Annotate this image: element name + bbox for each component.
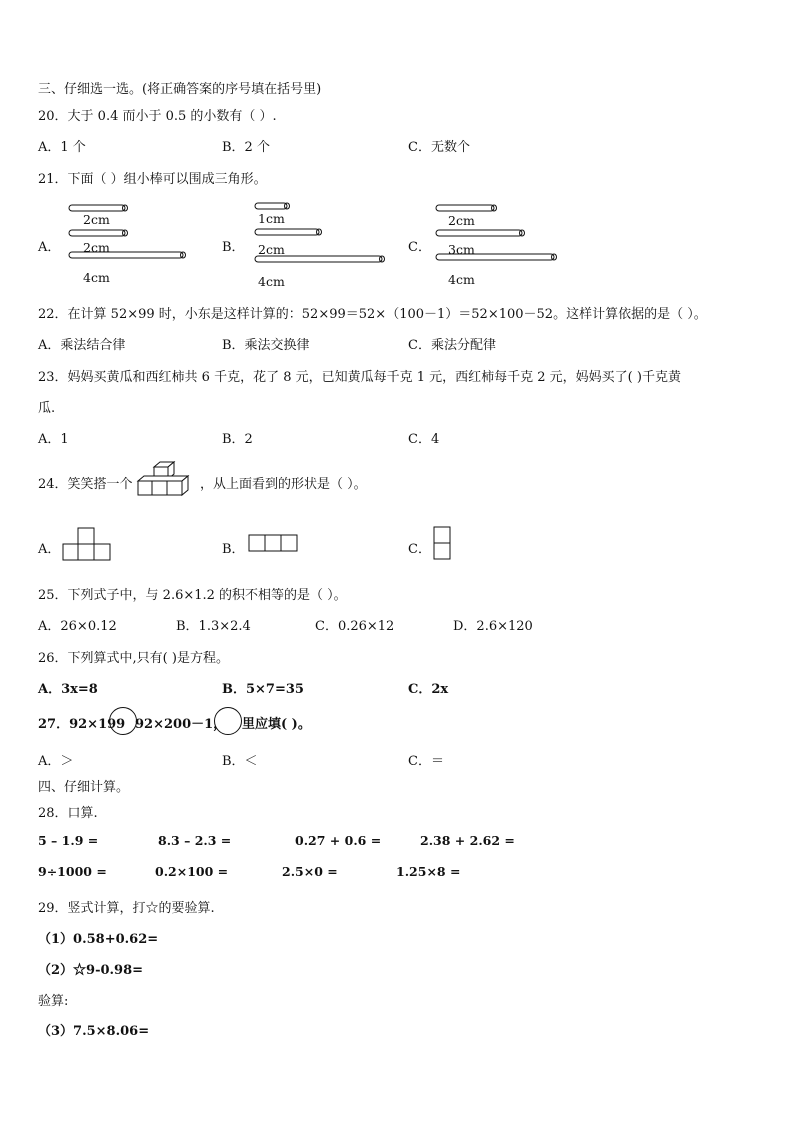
question-24-option-c-shape bbox=[432, 525, 454, 561]
question-25-option-d: D．2.6×120 bbox=[453, 619, 533, 634]
question-24-option-a-label: A． bbox=[38, 542, 61, 557]
oral-calc-1: 5 – 1.9 = bbox=[38, 833, 99, 848]
question-22-stem: 22．在计算 52×99 时，小东是这样计算的：52×99＝52×（100－1）＝52×100－52。这样计算依据的是（ ）。 bbox=[38, 307, 707, 322]
question-21-c-stick-1-length: 2cm bbox=[448, 213, 475, 228]
question-21-b-stick-3-length: 4cm bbox=[258, 274, 285, 289]
question-20-option-a: A．1 个 bbox=[38, 140, 86, 155]
oral-calc-2: 8.3 – 2.3 = bbox=[158, 833, 232, 848]
question-25-option-a: A．26×0.12 bbox=[38, 619, 117, 634]
question-24-cube-figure bbox=[136, 460, 194, 500]
question-21-option-c-label: C． bbox=[408, 240, 431, 255]
question-26-option-b: B．5×7=35 bbox=[222, 682, 304, 697]
stick-c2 bbox=[436, 230, 522, 236]
section-4-title: 四、仔细计算。 bbox=[38, 780, 130, 795]
question-21-c-stick-3-length: 4cm bbox=[448, 272, 475, 287]
question-29-item-1: （1）0.58+0.62= bbox=[38, 932, 159, 947]
question-21-option-a-sticks-figure bbox=[62, 200, 192, 288]
question-21-a-stick-1-length: 2cm bbox=[83, 212, 110, 227]
oral-calc-3: 0.27 + 0.6 = bbox=[295, 833, 382, 848]
question-23-option-a: A．1 bbox=[38, 432, 69, 447]
question-27-part-1: 27．92×199 bbox=[38, 717, 126, 732]
question-29-item-3: （3）7.5×8.06= bbox=[38, 1024, 150, 1039]
question-26-stem: 26．下列算式中,只有( )是方程。 bbox=[38, 651, 229, 666]
question-21-b-stick-2-length: 2cm bbox=[258, 242, 285, 257]
question-23-stem-line-1: 23．妈妈买黄瓜和西红柿共 6 千克，花了 8 元，已知黄瓜每千克 1 元，西红柿每千克 2 元，妈妈买了( )千克黄 bbox=[38, 370, 681, 385]
question-27-circle-blank-1[interactable] bbox=[109, 707, 137, 735]
question-20-option-c: C．无数个 bbox=[408, 140, 470, 155]
stick-b1 bbox=[255, 203, 287, 209]
question-27-option-b: B．＜ bbox=[222, 754, 258, 769]
question-23-stem-line-2: 瓜. bbox=[38, 401, 56, 416]
question-23-option-b: B．2 bbox=[222, 432, 253, 447]
question-24-option-b-label: B． bbox=[222, 542, 245, 557]
question-26-option-c: C．2x bbox=[408, 682, 449, 697]
question-24-option-a-shape bbox=[62, 526, 112, 562]
question-22-option-a: A．乘法结合律 bbox=[38, 338, 126, 353]
question-21-stem: 21．下面（ ）组小棒可以围成三角形。 bbox=[38, 172, 267, 187]
question-27-option-c: C．＝ bbox=[408, 754, 444, 769]
question-29-title: 29．竖式计算，打☆的要验算. bbox=[38, 901, 215, 916]
question-29-item-2: （2）☆9-0.98= bbox=[38, 963, 144, 978]
question-27-part-2: 92×200－1， bbox=[135, 717, 227, 732]
oral-calc-8: 1.25×8 = bbox=[396, 864, 461, 879]
question-25-option-c: C．0.26×12 bbox=[315, 619, 395, 634]
question-27-option-a: A．＞ bbox=[38, 754, 74, 769]
question-25-stem: 25．下列式子中，与 2.6×1.2 的积不相等的是（ ）。 bbox=[38, 588, 347, 603]
question-21-option-a-label: A． bbox=[38, 240, 61, 255]
question-24-option-b-shape bbox=[248, 533, 300, 553]
question-21-a-stick-3-length: 4cm bbox=[83, 270, 110, 285]
question-20-stem: 20．大于 0.4 而小于 0.5 的小数有（ ）. bbox=[38, 109, 277, 124]
stick-c1 bbox=[436, 205, 494, 211]
question-29-check-label: 验算: bbox=[38, 994, 69, 1009]
question-21-b-stick-1-length: 1cm bbox=[258, 211, 285, 226]
stick-a2 bbox=[69, 230, 125, 236]
question-21-option-b-label: B． bbox=[222, 240, 245, 255]
question-24-option-c-label: C． bbox=[408, 542, 431, 557]
oral-calc-5: 9÷1000 = bbox=[38, 864, 107, 879]
question-27-part-3: 里应填( )。 bbox=[242, 717, 311, 732]
question-26-option-a: A．3x=8 bbox=[38, 682, 98, 697]
stick-a1 bbox=[69, 205, 125, 211]
question-20-option-b: B．2 个 bbox=[222, 140, 270, 155]
section-3-title: 三、仔细选一选。(将正确答案的序号填在括号里) bbox=[38, 82, 322, 97]
oral-calc-4: 2.38 + 2.62 = bbox=[420, 833, 515, 848]
question-21-c-stick-2-length: 3cm bbox=[448, 242, 475, 257]
question-23-option-c: C．4 bbox=[408, 432, 440, 447]
question-28-title: 28．口算. bbox=[38, 806, 98, 821]
question-24-stem-before: 24．笑笑搭一个 bbox=[38, 477, 133, 492]
oral-calc-6: 0.2×100 = bbox=[155, 864, 229, 879]
question-22-option-b: B．乘法交换律 bbox=[222, 338, 310, 353]
question-25-option-b: B．1.3×2.4 bbox=[176, 619, 251, 634]
question-22-option-c: C．乘法分配律 bbox=[408, 338, 496, 353]
question-21-a-stick-2-length: 2cm bbox=[83, 240, 110, 255]
question-24-stem-after: ，从上面看到的形状是（ ）。 bbox=[200, 477, 367, 492]
stick-b2 bbox=[255, 229, 319, 235]
question-27-circle-blank-2[interactable] bbox=[214, 707, 242, 735]
oral-calc-7: 2.5×0 = bbox=[282, 864, 338, 879]
